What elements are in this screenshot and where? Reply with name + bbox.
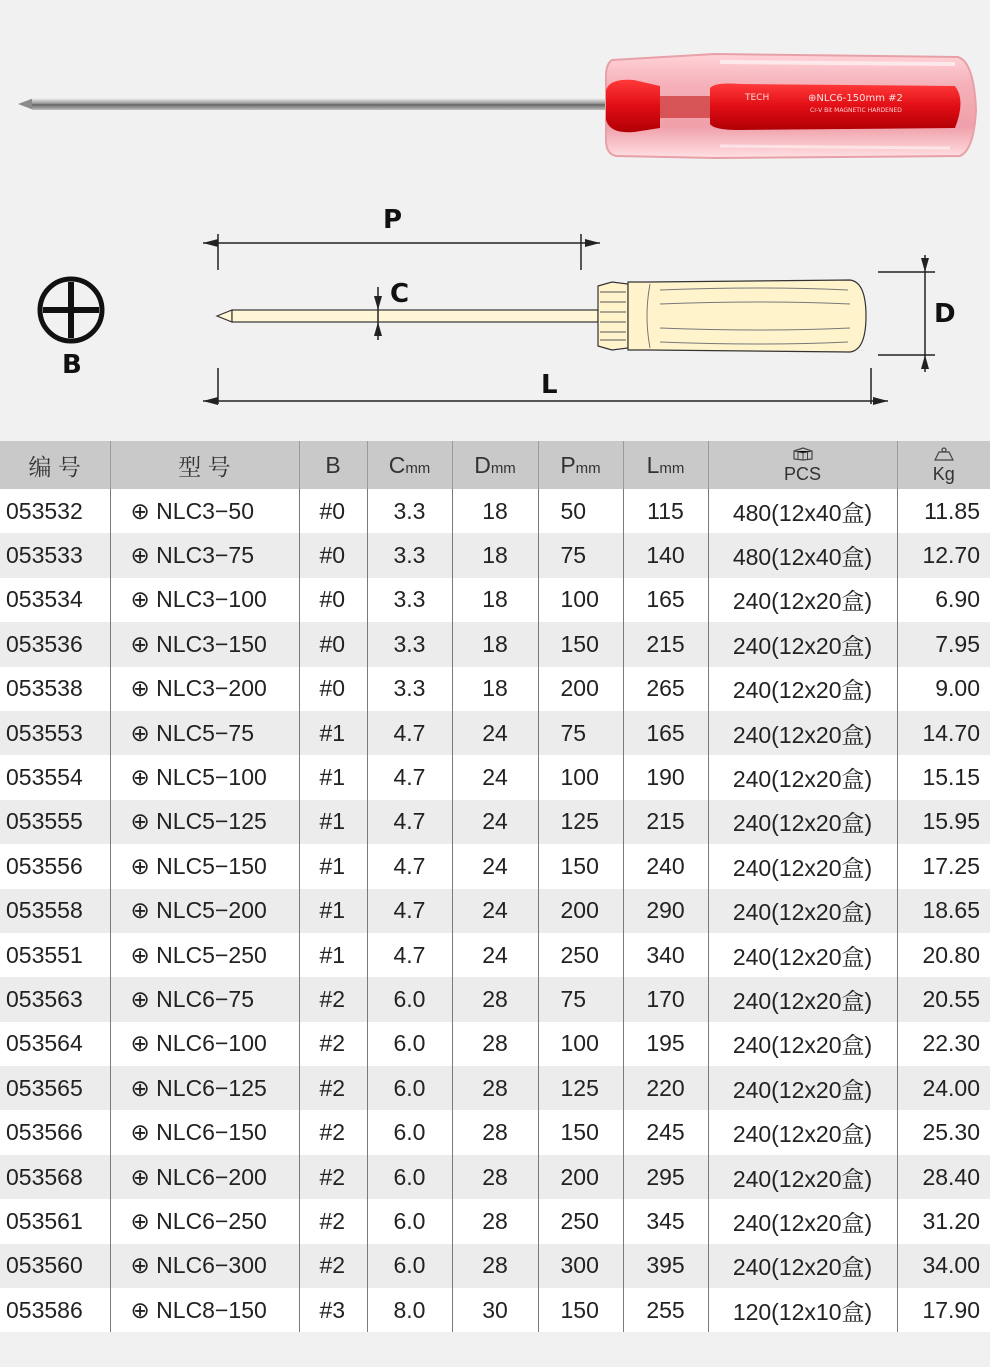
cell-d: 28 — [452, 1066, 538, 1110]
header-p-label: P — [560, 451, 576, 478]
cell-p: 150 — [538, 1110, 623, 1154]
cell-kg: 15.15 — [897, 755, 990, 799]
table-row — [0, 711, 990, 755]
cell-p: 200 — [538, 1155, 623, 1199]
cell-d: 18 — [452, 622, 538, 666]
cell-p: 75 — [538, 533, 623, 577]
cell-kg: 25.30 — [897, 1110, 990, 1154]
cell-p: 50 — [538, 489, 623, 533]
cell-code: 053564 — [0, 1022, 110, 1066]
cell-d: 24 — [452, 844, 538, 888]
table-row — [0, 667, 990, 711]
cell-pcs: 240(12x20盒) — [708, 1199, 897, 1243]
cell-pcs: 240(12x20盒) — [708, 800, 897, 844]
cell-c: 4.7 — [367, 844, 452, 888]
cell-pcs: 480(12x40盒) — [708, 489, 897, 533]
table-row — [0, 1288, 990, 1332]
cell-kg: 15.95 — [897, 800, 990, 844]
cell-model: ⊕ NLC3−100 — [110, 578, 299, 622]
cell-b: #0 — [299, 578, 367, 622]
cell-kg: 24.00 — [897, 1066, 990, 1110]
cell-l: 140 — [623, 533, 708, 577]
cell-l: 165 — [623, 711, 708, 755]
cell-d: 28 — [452, 977, 538, 1021]
cell-d: 18 — [452, 667, 538, 711]
cell-code: 053586 — [0, 1288, 110, 1332]
handle-spec-text: Cr-V Bit MAGNETIC HARDENED — [810, 107, 902, 114]
cell-b: #2 — [299, 1110, 367, 1154]
cell-l: 170 — [623, 977, 708, 1021]
cell-d: 28 — [452, 1244, 538, 1288]
cell-code: 053551 — [0, 933, 110, 977]
cell-code: 053532 — [0, 489, 110, 533]
table-row — [0, 1110, 990, 1154]
cell-b: #2 — [299, 1022, 367, 1066]
cell-code: 053555 — [0, 800, 110, 844]
cell-p: 75 — [538, 711, 623, 755]
cell-pcs: 240(12x20盒) — [708, 622, 897, 666]
cell-c: 4.7 — [367, 933, 452, 977]
cell-model: ⊕ NLC6−150 — [110, 1110, 299, 1154]
table-row — [0, 889, 990, 933]
cell-l: 295 — [623, 1155, 708, 1199]
cell-kg: 28.40 — [897, 1155, 990, 1199]
cell-pcs: 120(12x10盒) — [708, 1288, 897, 1332]
table-row — [0, 977, 990, 1021]
cell-p: 250 — [538, 933, 623, 977]
cell-b: #1 — [299, 933, 367, 977]
header-l — [623, 441, 708, 489]
cell-p: 250 — [538, 1199, 623, 1243]
cell-p: 75 — [538, 977, 623, 1021]
screwdriver-photo — [18, 54, 976, 158]
cell-pcs: 240(12x20盒) — [708, 1066, 897, 1110]
cell-kg: 31.20 — [897, 1199, 990, 1243]
cell-p: 125 — [538, 800, 623, 844]
cell-b: #2 — [299, 1244, 367, 1288]
cell-model: ⊕ NLC3−200 — [110, 667, 299, 711]
handle-model-text: ⊕NLC6-150mm #2 — [808, 93, 903, 104]
cell-model: ⊕ NLC5−75 — [110, 711, 299, 755]
cell-code: 053560 — [0, 1244, 110, 1288]
cell-p: 200 — [538, 889, 623, 933]
cell-c: 6.0 — [367, 977, 452, 1021]
handle-brand-text: TECH — [745, 93, 770, 103]
cell-pcs: 240(12x20盒) — [708, 711, 897, 755]
header-pcs — [708, 441, 897, 489]
cell-c: 8.0 — [367, 1288, 452, 1332]
table-row — [0, 755, 990, 799]
cell-d: 28 — [452, 1155, 538, 1199]
cell-code: 053568 — [0, 1155, 110, 1199]
cell-b: #1 — [299, 711, 367, 755]
cell-l: 395 — [623, 1244, 708, 1288]
cell-l: 220 — [623, 1066, 708, 1110]
cell-p: 100 — [538, 578, 623, 622]
cell-kg: 17.25 — [897, 844, 990, 888]
cell-kg: 20.55 — [897, 977, 990, 1021]
cell-code: 053558 — [0, 889, 110, 933]
cell-b: #3 — [299, 1288, 367, 1332]
cell-b: #2 — [299, 977, 367, 1021]
cell-d: 24 — [452, 800, 538, 844]
header-code: 编 号 — [0, 441, 110, 489]
cell-code: 053533 — [0, 533, 110, 577]
cell-c: 6.0 — [367, 1110, 452, 1154]
cell-c: 6.0 — [367, 1244, 452, 1288]
cell-b: #0 — [299, 622, 367, 666]
header-model: 型 号 — [110, 441, 299, 489]
cell-pcs: 240(12x20盒) — [708, 1022, 897, 1066]
cell-l: 255 — [623, 1288, 708, 1332]
cell-pcs: 240(12x20盒) — [708, 667, 897, 711]
box-icon — [709, 447, 897, 464]
cell-code: 053566 — [0, 1110, 110, 1154]
cell-code: 053553 — [0, 711, 110, 755]
header-d — [452, 441, 538, 489]
cell-p: 200 — [538, 667, 623, 711]
cell-model: ⊕ NLC5−125 — [110, 800, 299, 844]
cell-c: 3.3 — [367, 489, 452, 533]
cell-model: ⊕ NLC8−150 — [110, 1288, 299, 1332]
header-b: B — [299, 441, 367, 489]
cell-b: #2 — [299, 1066, 367, 1110]
table-row — [0, 622, 990, 666]
cell-c: 3.3 — [367, 667, 452, 711]
cell-pcs: 240(12x20盒) — [708, 1244, 897, 1288]
cell-b: #1 — [299, 800, 367, 844]
cell-kg: 12.70 — [897, 533, 990, 577]
cell-model: ⊕ NLC6−75 — [110, 977, 299, 1021]
cell-kg: 18.65 — [897, 889, 990, 933]
cell-d: 28 — [452, 1110, 538, 1154]
product-illustration-area — [0, 0, 990, 441]
cell-model: ⊕ NLC3−150 — [110, 622, 299, 666]
table-row — [0, 933, 990, 977]
cell-pcs: 240(12x20盒) — [708, 1110, 897, 1154]
cell-p: 150 — [538, 844, 623, 888]
cell-code: 053556 — [0, 844, 110, 888]
cell-d: 18 — [452, 578, 538, 622]
screwdriver-drawings — [0, 0, 990, 441]
cell-l: 245 — [623, 1110, 708, 1154]
table-row — [0, 844, 990, 888]
cell-model: ⊕ NLC6−300 — [110, 1244, 299, 1288]
cell-kg: 6.90 — [897, 578, 990, 622]
cell-pcs: 480(12x40盒) — [708, 533, 897, 577]
cell-code: 053565 — [0, 1066, 110, 1110]
cell-p: 300 — [538, 1244, 623, 1288]
cell-c: 6.0 — [367, 1022, 452, 1066]
cell-d: 18 — [452, 489, 538, 533]
table-row — [0, 578, 990, 622]
table-row — [0, 489, 990, 533]
cell-b: #0 — [299, 533, 367, 577]
cell-p: 125 — [538, 1066, 623, 1110]
cell-code: 053554 — [0, 755, 110, 799]
cell-pcs: 240(12x20盒) — [708, 1155, 897, 1199]
label-c: C — [390, 279, 410, 309]
cell-pcs: 240(12x20盒) — [708, 844, 897, 888]
cell-kg: 34.00 — [897, 1244, 990, 1288]
cell-model: ⊕ NLC3−50 — [110, 489, 299, 533]
label-d: D — [934, 299, 956, 329]
header-l-label: L — [646, 451, 660, 478]
cell-c: 4.7 — [367, 889, 452, 933]
table-row — [0, 1155, 990, 1199]
cell-model: ⊕ NLC5−150 — [110, 844, 299, 888]
spec-table — [0, 441, 990, 1332]
cell-d: 28 — [452, 1022, 538, 1066]
table-row — [0, 1244, 990, 1288]
cell-model: ⊕ NLC6−200 — [110, 1155, 299, 1199]
cell-l: 115 — [623, 489, 708, 533]
cell-l: 215 — [623, 622, 708, 666]
table-row — [0, 1022, 990, 1066]
cell-d: 24 — [452, 933, 538, 977]
phillips-tip-symbol — [40, 279, 102, 380]
cell-code: 053534 — [0, 578, 110, 622]
cell-c: 6.0 — [367, 1155, 452, 1199]
table-row — [0, 800, 990, 844]
header-c-unit: mm — [405, 459, 431, 477]
cell-pcs: 240(12x20盒) — [708, 755, 897, 799]
cell-pcs: 240(12x20盒) — [708, 977, 897, 1021]
cell-code: 053563 — [0, 977, 110, 1021]
header-c-label: C — [388, 451, 406, 478]
cell-l: 265 — [623, 667, 708, 711]
cell-c: 4.7 — [367, 800, 452, 844]
cell-kg: 14.70 — [897, 711, 990, 755]
header-p — [538, 441, 623, 489]
cell-p: 150 — [538, 622, 623, 666]
label-p: P — [383, 205, 403, 235]
cell-c: 3.3 — [367, 578, 452, 622]
cell-l: 290 — [623, 889, 708, 933]
header-pcs-label: PCS — [783, 463, 821, 484]
cell-model: ⊕ NLC3−75 — [110, 533, 299, 577]
cell-kg: 20.80 — [897, 933, 990, 977]
cell-l: 165 — [623, 578, 708, 622]
cell-kg: 22.30 — [897, 1022, 990, 1066]
cell-model: ⊕ NLC5−200 — [110, 889, 299, 933]
cell-kg: 11.85 — [897, 489, 990, 533]
cell-l: 240 — [623, 844, 708, 888]
cell-pcs: 240(12x20盒) — [708, 889, 897, 933]
cell-p: 100 — [538, 755, 623, 799]
cell-l: 190 — [623, 755, 708, 799]
header-d-unit: mm — [490, 459, 516, 477]
cell-d: 30 — [452, 1288, 538, 1332]
cell-d: 24 — [452, 755, 538, 799]
header-l-unit: mm — [659, 459, 685, 477]
cell-d: 24 — [452, 889, 538, 933]
cell-p: 150 — [538, 1288, 623, 1332]
header-p-unit: mm — [575, 459, 601, 477]
cell-l: 340 — [623, 933, 708, 977]
cell-b: #2 — [299, 1155, 367, 1199]
cell-pcs: 240(12x20盒) — [708, 578, 897, 622]
cell-code: 053561 — [0, 1199, 110, 1243]
cell-model: ⊕ NLC5−250 — [110, 933, 299, 977]
cell-b: #0 — [299, 667, 367, 711]
cell-b: #1 — [299, 889, 367, 933]
cell-l: 215 — [623, 800, 708, 844]
cell-model: ⊕ NLC6−100 — [110, 1022, 299, 1066]
label-b: B — [62, 350, 82, 380]
cell-code: 053536 — [0, 622, 110, 666]
table-row — [0, 1066, 990, 1110]
table-row — [0, 533, 990, 577]
header-kg — [897, 441, 990, 489]
header-c — [367, 441, 452, 489]
cell-c: 4.7 — [367, 755, 452, 799]
cell-model: ⊕ NLC5−100 — [110, 755, 299, 799]
table-header-row — [0, 441, 990, 489]
cell-code: 053538 — [0, 667, 110, 711]
cell-kg: 7.95 — [897, 622, 990, 666]
cell-c: 3.3 — [367, 533, 452, 577]
cell-d: 24 — [452, 711, 538, 755]
cell-d: 28 — [452, 1199, 538, 1243]
table-row — [0, 1199, 990, 1243]
header-kg-label: Kg — [932, 463, 955, 484]
cell-c: 3.3 — [367, 622, 452, 666]
cell-pcs: 240(12x20盒) — [708, 933, 897, 977]
cell-l: 345 — [623, 1199, 708, 1243]
label-l: L — [541, 370, 558, 400]
cell-model: ⊕ NLC6−250 — [110, 1199, 299, 1243]
cell-kg: 9.00 — [897, 667, 990, 711]
cell-c: 6.0 — [367, 1199, 452, 1243]
weight-icon — [898, 447, 990, 464]
cell-l: 195 — [623, 1022, 708, 1066]
cell-b: #1 — [299, 844, 367, 888]
cell-b: #0 — [299, 489, 367, 533]
cell-c: 4.7 — [367, 711, 452, 755]
cell-kg: 17.90 — [897, 1288, 990, 1332]
dimension-drawing — [203, 205, 956, 405]
cell-p: 100 — [538, 1022, 623, 1066]
cell-d: 18 — [452, 533, 538, 577]
cell-model: ⊕ NLC6−125 — [110, 1066, 299, 1110]
cell-c: 6.0 — [367, 1066, 452, 1110]
cell-b: #2 — [299, 1199, 367, 1243]
cell-b: #1 — [299, 755, 367, 799]
header-d-label: D — [474, 451, 491, 478]
